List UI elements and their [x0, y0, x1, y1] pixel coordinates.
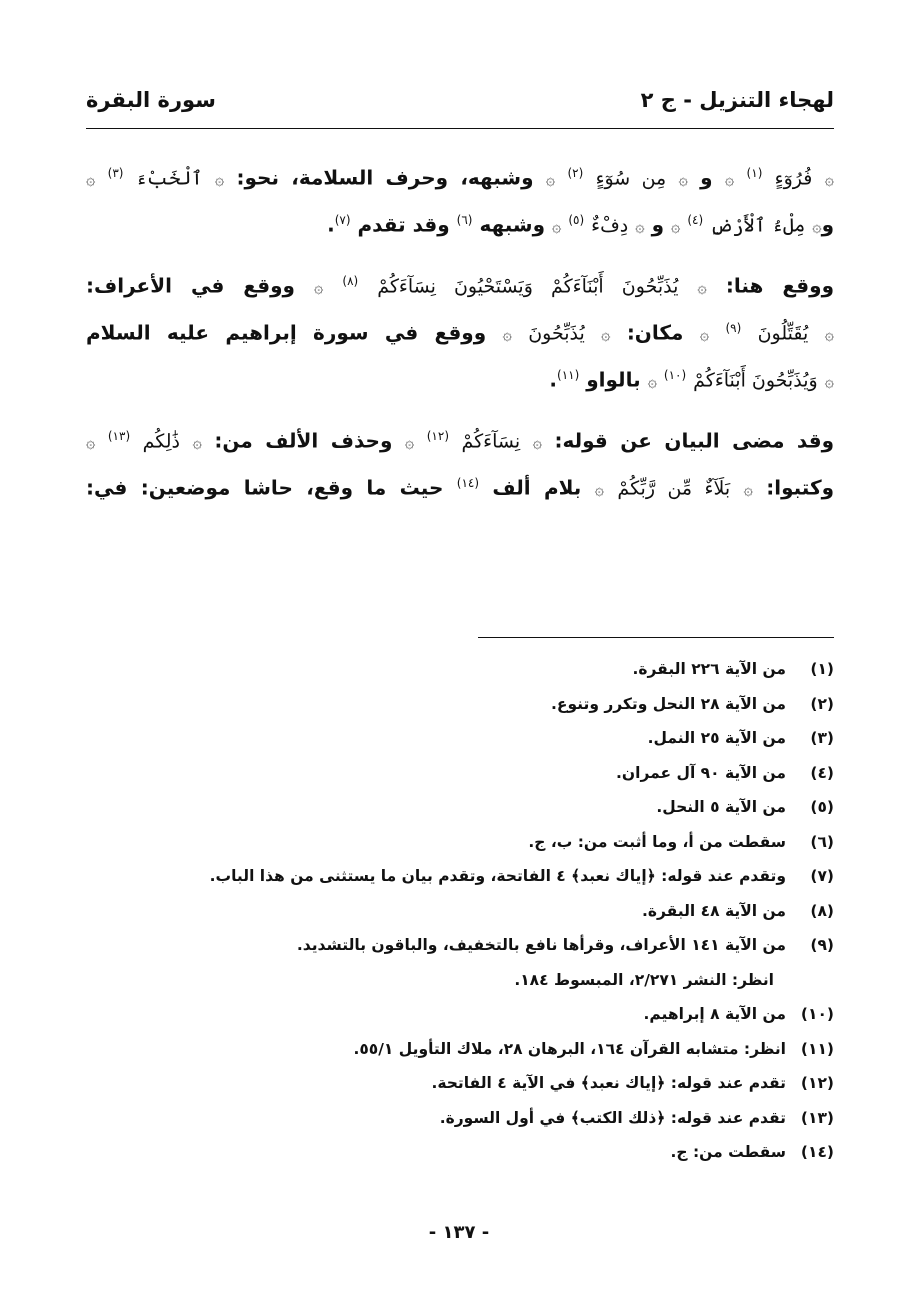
text-span: وحذف الألف من:	[214, 428, 393, 453]
text-span: وشبهه، وحرف السلامة، نحو:	[236, 165, 534, 190]
quran-quote: يُذَبِّحُونَ أَبْنَآءَكُمْ وَيَسْتَحْيُونَ نِسَآءَكُمْ	[377, 275, 679, 298]
footnote-number: (٦)	[810, 832, 834, 851]
footnote-ref: (٨)	[342, 274, 359, 288]
footnote-ref: (٩)	[725, 321, 742, 335]
footnote	[86, 1032, 834, 1067]
footnote-continuation	[86, 963, 834, 998]
footnote	[86, 721, 834, 756]
footnote-ref: (٣)	[107, 166, 124, 180]
text-line	[86, 352, 834, 399]
text-span: مكان:	[626, 320, 684, 345]
footnote-text: وتقدم عند قوله: ﴿إياك نعبد﴾ ٤ الفاتحة، وتقدم بيان ما يستثنى من هذا الباب.	[209, 867, 786, 885]
footnote-text: من الآية ٢٢٦ البقرة.	[632, 660, 786, 678]
text-line	[86, 413, 834, 460]
footnote-text: من الآية ٢٥ النمل.	[647, 729, 786, 747]
verse-ornament-close: ۞	[404, 432, 415, 452]
verse-ornament-open: ۞	[678, 169, 688, 189]
paragraph-3	[86, 413, 834, 507]
text-span: .	[327, 212, 335, 237]
quran-quote: يُذَبِّحُونَ	[528, 322, 585, 345]
verse-ornament-close: ۞	[594, 479, 605, 499]
text-span: بلام ألف	[492, 475, 582, 500]
footnote-number: (٣)	[810, 729, 834, 747]
quran-quote: ٱلْخَبْءَ	[135, 167, 203, 190]
verse-ornament-open: ۞	[743, 479, 753, 499]
verse-ornament-close: ۞	[545, 169, 556, 189]
text-span: ووقع في الأعراف:	[86, 273, 295, 298]
footnote-number: (٨)	[810, 901, 834, 920]
verse-ornament-close: ۞	[552, 216, 562, 236]
verse-ornament-close: ۞	[647, 371, 657, 391]
verse-ornament-close: ۞	[699, 324, 710, 344]
verse-ornament-open: ۞	[601, 324, 611, 344]
footnote-text: من الآية ٤٨ البقرة.	[641, 901, 786, 920]
footnote-text: من الآية ٨ إبراهيم.	[643, 1005, 786, 1023]
surah-title: سورة البقرة	[86, 88, 216, 112]
footnote	[86, 756, 834, 791]
footnotes	[86, 652, 834, 1170]
footnote-number: (٤)	[810, 763, 834, 782]
quran-quote: فُرُوٓءٍ	[774, 167, 813, 190]
paragraph-2	[86, 258, 834, 399]
verse-ornament-close: ۞	[670, 216, 681, 236]
header-divider	[86, 128, 834, 129]
text-span: و	[651, 212, 664, 237]
text-span: .	[549, 367, 557, 392]
footnote-number: (١٠)	[800, 1005, 834, 1023]
footnote-ref: (١٣)	[107, 429, 131, 443]
text-span: وقد مضى البيان عن قوله:	[554, 428, 835, 453]
footnote-ref: (١١)	[557, 368, 580, 382]
verse-ornament-open: ۞	[635, 216, 645, 236]
paragraph-1	[86, 150, 834, 244]
footnote-ref: (١٢)	[426, 429, 449, 443]
text-span: وكتبوا:	[766, 475, 835, 500]
text-span: وقد تقدم	[357, 212, 450, 237]
footnote	[86, 928, 834, 963]
text-line	[86, 150, 834, 197]
footnote-ref: (٦)	[456, 213, 473, 227]
text-span: وشبهه	[479, 212, 546, 237]
verse-ornament-open: ۞	[532, 432, 542, 452]
footnote-text: انظر: النشر ٢/٢٧١، المبسوط ١٨٤.	[514, 970, 774, 989]
verse-ornament-open: ۞	[824, 371, 834, 391]
footnote-number: (١٢)	[800, 1074, 834, 1092]
footnote-divider	[478, 637, 834, 638]
footnote-text: تقدم عند قوله: ﴿إياك نعبد﴾ في الآية ٤ الفاتحة.	[431, 1074, 786, 1092]
footnote-number: (٥)	[810, 798, 834, 816]
footnote-number: (١٣)	[800, 1108, 834, 1127]
footnote-ref: (٤)	[687, 213, 704, 227]
text-line	[86, 197, 834, 244]
footnote-ref: (١٤)	[456, 476, 480, 490]
text-line	[86, 305, 834, 352]
footnote	[86, 652, 834, 687]
footnote-number: (٢)	[810, 694, 834, 713]
book-title: لهجاء التنزيل - ج ٢	[640, 88, 834, 112]
quran-quote: مِلْءُ ٱلْأَرْضِ	[710, 214, 806, 237]
quran-quote: دِفْءٌ	[591, 214, 629, 237]
quran-quote: مِن سُوٓءٍ	[595, 167, 667, 190]
footnote-number: (١٤)	[800, 1143, 834, 1161]
text-span: ووقع في سورة إبراهيم عليه السلام	[86, 320, 487, 345]
footnote-number: (١)	[810, 660, 834, 678]
quran-quote: وَيُذَبِّحُونَ أَبْنَآءَكُمْ	[693, 369, 818, 392]
footnote-ref: (١٠)	[663, 368, 687, 382]
footnote-text: من الآية ٥ النحل.	[656, 798, 786, 816]
verse-ornament-open: ۞	[824, 324, 834, 344]
verse-ornament-open: ۞	[824, 169, 834, 189]
text-span: ووقع هنا:	[725, 273, 835, 298]
footnote-text: تقدم عند قوله: ﴿ذلك الكتب﴾ في أول السورة.	[439, 1108, 786, 1127]
verse-ornament-open: ۞	[812, 216, 822, 236]
page-number: - ١٣٧ -	[428, 1222, 490, 1243]
footnote-ref: (٢)	[567, 166, 584, 180]
footnote	[86, 894, 834, 929]
footnote-text: سقطت من أ، وما أثبت من: ب، ج.	[528, 832, 786, 851]
footnote-number: (٩)	[810, 936, 834, 954]
verse-ornament-open: ۞	[214, 169, 225, 189]
footnote	[86, 1101, 834, 1136]
footnote	[86, 1135, 834, 1170]
text-span: بالواو	[586, 367, 641, 392]
main-text	[86, 150, 834, 521]
verse-ornament-close: ۞	[86, 432, 96, 452]
verse-ornament-close: ۞	[502, 324, 512, 344]
text-line	[86, 258, 834, 305]
footnote-text: سقطت من: ج.	[670, 1143, 786, 1161]
footnote-number: (١١)	[800, 1039, 834, 1058]
footnote-ref: (١)	[746, 166, 763, 180]
footnote-text: من الآية ٢٨ النحل وتكرر وتنوع.	[550, 694, 786, 713]
quran-quote: يُقَتِّلُونَ	[757, 322, 809, 345]
verse-ornament-open: ۞	[697, 277, 707, 297]
quran-quote: نِسَآءَكُمْ	[461, 430, 521, 453]
footnote-text: من الآية ١٤١ الأعراف، وقرأها نافع بالتخفيف، والباقون بالتشديد.	[296, 936, 786, 954]
text-span: و	[700, 165, 713, 190]
footnote	[86, 790, 834, 825]
text-span: حيث ما وقع، حاشا موضعين: في:	[86, 475, 444, 500]
footnote-number: (٧)	[810, 867, 834, 885]
verse-ornament-open: ۞	[192, 432, 202, 452]
verse-ornament-close: ۞	[313, 277, 324, 297]
footnote	[86, 997, 834, 1032]
text-span: و	[821, 212, 834, 237]
footnote	[86, 1066, 834, 1101]
quran-quote: بَلَآءٌ مِّن رَّبِّكُمْ	[617, 477, 731, 500]
quran-quote: ذَٰلِكُم	[142, 430, 180, 453]
footnote-text: من الآية ٩٠ آل عمران.	[616, 763, 786, 782]
running-header	[86, 80, 834, 120]
footnote-text: انظر: متشابه القرآن ١٦٤، البرهان ٢٨، ملاك التأويل ٥٥/١.	[353, 1039, 786, 1058]
verse-ornament-close: ۞	[724, 169, 735, 189]
verse-ornament-close: ۞	[86, 169, 96, 189]
footnote	[86, 859, 834, 894]
text-line	[86, 460, 834, 507]
footnote-ref: (٧)	[334, 213, 351, 227]
footnote	[86, 825, 834, 860]
footnote-ref: (٥)	[568, 213, 585, 227]
footnote	[86, 687, 834, 722]
